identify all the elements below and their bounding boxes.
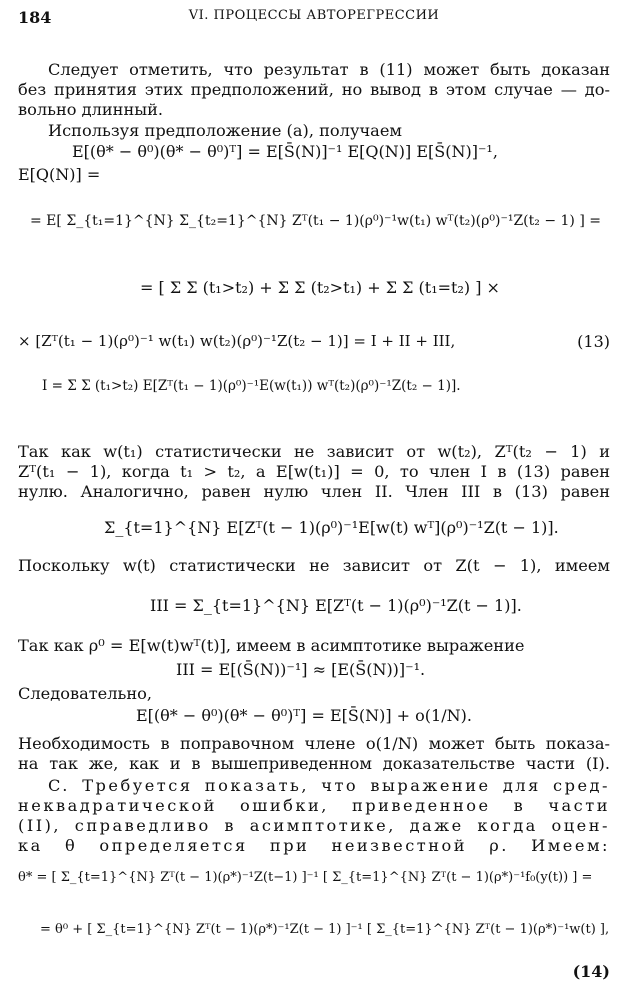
text-line: Следовательно, bbox=[18, 684, 153, 703]
equation-number: (13) bbox=[577, 332, 610, 351]
equation: E[(θ* − θ⁰)(θ* − θ⁰)ᵀ] = E[S̄(N)] + o(1/N). bbox=[136, 706, 472, 725]
equation: I = Σ Σ (t₁>t₂) E[Zᵀ(t₁ − 1)(ρ⁰)⁻¹E(w(t₁)) wᵀ(t₂)(ρ⁰)⁻¹Z(t₂ − 1)]. bbox=[42, 378, 461, 394]
page-header bbox=[18, 8, 610, 32]
text-line: Так как ρ⁰ = E[w(t)wᵀ(t)], имеем в асимптотике выражение bbox=[18, 636, 525, 655]
equation: III = Σ_{t=1}^{N} E[Zᵀ(t − 1)(ρ⁰)⁻¹Z(t − 1)]. bbox=[150, 596, 522, 615]
equation: III = E[(S̄(N))⁻¹] ≈ [E(S̄(N))]⁻¹. bbox=[176, 660, 426, 679]
text-line: Поскольку w(t) статистически не зависит от Z(t − 1), имеем bbox=[18, 556, 610, 575]
running-head: VI. ПРОЦЕССЫ АВТОРЕГРЕССИИ bbox=[188, 8, 440, 23]
text-line: Следует отметить, что результат в (11) может быть доказан bbox=[48, 60, 610, 79]
page-number: 184 bbox=[18, 8, 52, 27]
text-line: Так как w(t₁) статистически не зависит от w(t₂), Zᵀ(t₂ − 1) и bbox=[18, 442, 610, 461]
equation: E[Q(N)] = bbox=[18, 165, 101, 184]
equation: = E[ Σ_{t₁=1}^{N} Σ_{t₂=1}^{N} Zᵀ(t₁ − 1)(ρ⁰)⁻¹w(t₁) wᵀ(t₂)(ρ⁰)⁻¹Z(t₂ − 1) ] = bbox=[30, 213, 601, 229]
equation: E[(θ* − θ⁰)(θ* − θ⁰)ᵀ] = E[S̄(N)]⁻¹ E[Q(N)] E[S̄(N)]⁻¹, bbox=[72, 142, 498, 161]
text-line: на так же, как и в вышеприведенном доказательстве части (I). bbox=[18, 754, 610, 773]
equation: θ* = [ Σ_{t=1}^{N} Zᵀ(t − 1)(ρ*)⁻¹Z(t−1) ]⁻¹ [ Σ_{t=1}^{N} Zᵀ(t − 1)(ρ*)⁻¹f₀(y(t)) ] = bbox=[18, 870, 593, 885]
equation: = θ⁰ + [ Σ_{t=1}^{N} Zᵀ(t − 1)(ρ*)⁻¹Z(t − 1) ]⁻¹ [ Σ_{t=1}^{N} Zᵀ(t − 1)(ρ*)⁻¹w(t) ], bbox=[40, 922, 610, 937]
text-line: C. Требуется показать, что выражение для сред- bbox=[48, 776, 610, 795]
equation-number: (14) bbox=[572, 962, 610, 981]
text-line: (II), справедливо в асимптотике, даже когда оцен- bbox=[18, 816, 610, 835]
text-line: Необходимость в поправочном члене o(1/N) может быть показа- bbox=[18, 734, 610, 753]
text-line: ка θ определяется при неизвестной ρ. Имеем: bbox=[18, 836, 610, 855]
text-line: нулю. Аналогично, равен нулю член II. Член III в (13) равен bbox=[18, 482, 610, 501]
text-line: Используя предположение (а), получаем bbox=[48, 121, 402, 140]
text-line: Zᵀ(t₁ − 1), когда t₁ > t₂, а E[w(t₁)] = 0, то член I в (13) равен bbox=[18, 462, 610, 481]
equation: Σ_{t=1}^{N} E[Zᵀ(t − 1)(ρ⁰)⁻¹E[w(t) wᵀ](ρ⁰)⁻¹Z(t − 1)]. bbox=[104, 518, 559, 537]
text-line: вольно длинный. bbox=[18, 100, 164, 119]
text-line: без принятия этих предположений, но вывод в этом случае — до- bbox=[18, 80, 610, 99]
text-line: неквадратической ошибки, приведенное в части bbox=[18, 796, 610, 815]
equation: = [ Σ Σ (t₁>t₂) + Σ Σ (t₂>t₁) + Σ Σ (t₁=t₂) ] × bbox=[140, 278, 500, 297]
equation: × [Zᵀ(t₁ − 1)(ρ⁰)⁻¹ w(t₁) w(t₂)(ρ⁰)⁻¹Z(t₂ − 1)] = I + II + III, bbox=[18, 332, 456, 350]
